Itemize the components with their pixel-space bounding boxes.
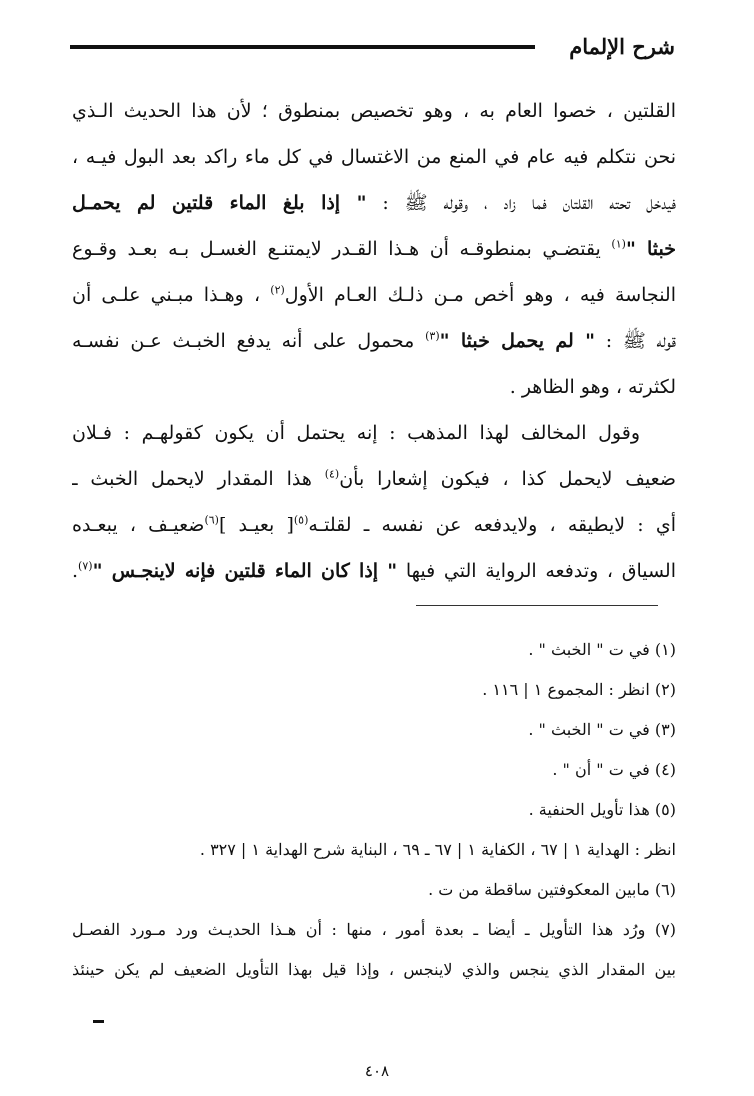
hadith-quote: " إذا كان الماء قلتين فإنه لاينجـس " bbox=[92, 560, 398, 582]
footnote: (٦) مابين المعكوفتين ساقطة من ت . bbox=[428, 880, 676, 899]
footnote-ref: (٢) bbox=[270, 283, 285, 297]
footnote-separator bbox=[416, 605, 658, 606]
hadith-quote: " لم يحمل خبثا " bbox=[439, 330, 595, 352]
continuation-dash bbox=[93, 1020, 104, 1023]
main-text bbox=[72, 88, 676, 594]
footnote: (١) في ت " الخبث " . bbox=[528, 640, 676, 659]
footnote-ref: (٤) bbox=[324, 467, 340, 481]
hadith-quote: " إذا بلغ الماء قلتين لم يحمـل bbox=[72, 192, 367, 214]
text-line: خبثا "$^{(١)}$ يقتضـي بمنطوقـه أن هـذا القـدر لايمتنـع الغسـل بـه بعـد وقـوع bbox=[72, 237, 676, 260]
text-line: نحن نتكلم فيه عام في المنع من الاغتسال في كل ماء راكد بعد البول فيـه ، bbox=[72, 146, 676, 168]
footnote-ref: (١) bbox=[611, 237, 626, 251]
footnote-ref: (٧) bbox=[78, 559, 93, 573]
text-line: فيدخل تحته القلتان فما زاد ، وقوله ﷺ : " إذا بلغ الماء قلتين لم يحمـل bbox=[72, 192, 676, 214]
text-line: أي : لايطيقه ، ولايدفعه عن نفسه ـ لقلتـه$^{(٥)}$[ بعيـد ]$^{(٦)}$ضعيـف ، يبعـده bbox=[72, 513, 676, 536]
footnote: (٢) انظر : المجموع ١ | ١١٦ . bbox=[482, 680, 676, 699]
footnote-ref: (٦) bbox=[204, 513, 219, 527]
text-line: السياق ، وتدفعه الرواية التي فيها " إذا كان الماء قلتين فإنه لاينجـس "$^{(٧)}$. bbox=[72, 559, 676, 582]
header-title: شرح الإلمام bbox=[569, 34, 675, 59]
footnote: بين المقدار الذي ينجس والذي لاينجس ، وإذا قيل بهذا التأويل الضعيف لم يكن حينئذ bbox=[72, 960, 676, 979]
footnote-ref: (٥) bbox=[293, 513, 309, 527]
footnote-ref: (٣) bbox=[425, 329, 440, 343]
header-rule bbox=[70, 45, 535, 49]
text-line: لكثرته ، وهو الظاهر . bbox=[509, 376, 676, 398]
footnote: (٧) ورُد هذا التأويل ـ أيضا ـ بعدة أمور ، منها : أن هـذا الحديـث ورد مـورد الفصـل bbox=[72, 920, 676, 939]
text-line: وقول المخالف لهذا المذهب : إنه يحتمل أن يكون كقولهـم : فـلان bbox=[72, 422, 640, 444]
footnote: (٣) في ت " الخبث " . bbox=[528, 720, 676, 739]
footnote: (٤) في ت " أن " . bbox=[552, 760, 676, 779]
footnote: (٥) هذا تأويل الحنفية . bbox=[528, 800, 676, 819]
footnotes bbox=[72, 630, 676, 990]
hadith-quote: خبثا " bbox=[625, 238, 676, 260]
page-number: ٤٠٨ bbox=[364, 1062, 390, 1080]
text-line: القلتين ، خصوا العام به ، وهو تخصيص بمنطوق ؛ لأن هذا الحديث الـذي bbox=[72, 100, 676, 122]
footnote: انظر : الهداية ١ | ٦٧ ، الكفاية ١ | ٦٧ ـ ٦٩ ، البناية شرح الهداية ١ | ٣٢٧ . bbox=[199, 840, 676, 859]
text-line: ضعيف لايحمل كذا ، فيكون إشعارا بأن$^{(٤)}$ هذا المقدار لايحمل الخبث ـ bbox=[72, 467, 676, 490]
text-line: قوله ﷺ : " لم يحمل خبثا "$^{(٣)}$ محمول على أنه يدفع الخبـث عـن نفسـه bbox=[72, 329, 676, 352]
running-header bbox=[70, 34, 675, 64]
text-line: النجاسة فيه ، وهو أخص مـن ذلـك العـام الأول$^{(٢)}$ ، وهـذا مبـني علـى أن bbox=[72, 283, 676, 306]
